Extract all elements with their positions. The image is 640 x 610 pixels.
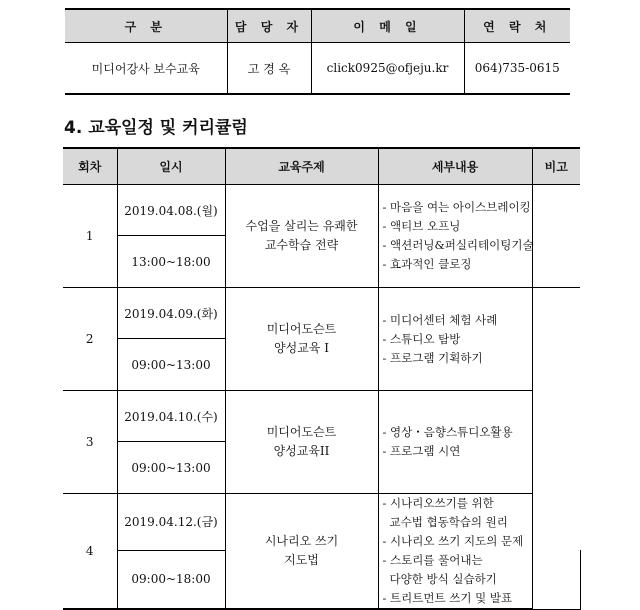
detail-item: - 미디어센터 체험 사례 — [382, 312, 498, 327]
contact-header-division: 구 분 — [65, 9, 227, 43]
session-date: 2019.04.09.(화) — [117, 288, 225, 339]
session-topic — [225, 288, 378, 391]
detail-item: - 액션러닝&퍼실리테이팅기술 — [382, 238, 534, 252]
session-note — [532, 288, 580, 610]
detail-item: - 스튜디오 탐방 — [382, 331, 461, 346]
session-number: 1 — [63, 185, 117, 288]
session-note — [532, 185, 580, 288]
session-row — [63, 288, 580, 339]
detail-item: - 마음을 여는 아이스브레이킹 — [382, 200, 531, 214]
session-details — [378, 185, 532, 288]
topic-line: 지도법 — [284, 553, 319, 567]
detail-item: - 시나리오쓰기를 위한 — [382, 496, 494, 510]
detail-item: - 프로그램 시연 — [382, 444, 461, 458]
session-topic — [225, 185, 378, 288]
session-row — [63, 185, 580, 236]
session-topic — [225, 391, 378, 494]
topic-line: 시나리오 쓰기 — [264, 534, 339, 548]
session-details — [378, 288, 532, 391]
contact-division: 미디어강사 보수교육 — [65, 43, 227, 95]
contact-phone: 064)735-0615 — [464, 43, 570, 95]
session-time: 09:00~13:00 — [117, 339, 225, 391]
topic-line: 수업을 살리는 유쾌한 — [245, 219, 358, 233]
contact-header-row — [65, 9, 570, 43]
section-title: 4. 교육일정 및 커리큘럼 — [64, 118, 248, 138]
contact-row — [65, 43, 570, 95]
session-time: 13:00~18:00 — [117, 236, 225, 288]
schedule-header-row — [63, 148, 580, 185]
topic-line: 교수학습 전략 — [264, 238, 339, 252]
header-datetime: 일시 — [117, 148, 225, 185]
contact-manager: 고 경 옥 — [227, 43, 311, 95]
contact-header-phone: 연 락 처 — [464, 9, 570, 43]
header-session-no: 회차 — [63, 148, 117, 185]
contact-email: click0925@ofjeju.kr — [311, 43, 464, 95]
detail-item: - 액티브 오프닝 — [382, 219, 461, 233]
session-details — [378, 494, 532, 610]
contact-header-email: 이 메 일 — [311, 9, 464, 43]
session-time: 09:00~18:00 — [117, 550, 225, 609]
topic-line: 미디어도슨트 — [266, 322, 337, 336]
session-number: 3 — [63, 391, 117, 494]
session-date: 2019.04.10.(수) — [117, 391, 225, 442]
session-row — [63, 391, 580, 442]
detail-item: - 트리트먼트 쓰기 및 발표 — [382, 591, 513, 605]
session-time: 09:00~13:00 — [117, 442, 225, 494]
schedule-table — [63, 147, 580, 610]
session-topic — [225, 494, 378, 610]
session-row — [63, 494, 580, 551]
detail-item: - 스토리를 풀어내는 — [382, 553, 483, 567]
detail-item: - 시나리오 쓰기 지도의 문제 — [382, 534, 524, 548]
session-date: 2019.04.08.(월) — [117, 185, 225, 236]
detail-item: 다양한 방식 실습하기 — [389, 572, 497, 586]
topic-line: 양성교육II — [273, 444, 330, 458]
header-details: 세부내용 — [378, 148, 532, 185]
detail-item: - 영상・음향스튜디오활용 — [382, 425, 513, 439]
header-note: 비고 — [532, 148, 580, 185]
header-topic: 교육주제 — [225, 148, 378, 185]
detail-item: - 효과적인 클로징 — [382, 257, 472, 271]
session-number: 2 — [63, 288, 117, 391]
topic-line: 미디어도슨트 — [266, 425, 337, 439]
detail-item: - 프로그램 기획하기 — [382, 350, 483, 365]
contact-header-manager: 담 당 자 — [227, 9, 311, 43]
contact-table — [65, 8, 570, 95]
session-number: 4 — [63, 494, 117, 610]
session-details — [378, 391, 532, 494]
topic-line: 양성교육 I — [274, 341, 329, 355]
detail-item: 교수법 협동학습의 원리 — [389, 515, 508, 529]
session-date: 2019.04.12.(금) — [117, 494, 225, 551]
